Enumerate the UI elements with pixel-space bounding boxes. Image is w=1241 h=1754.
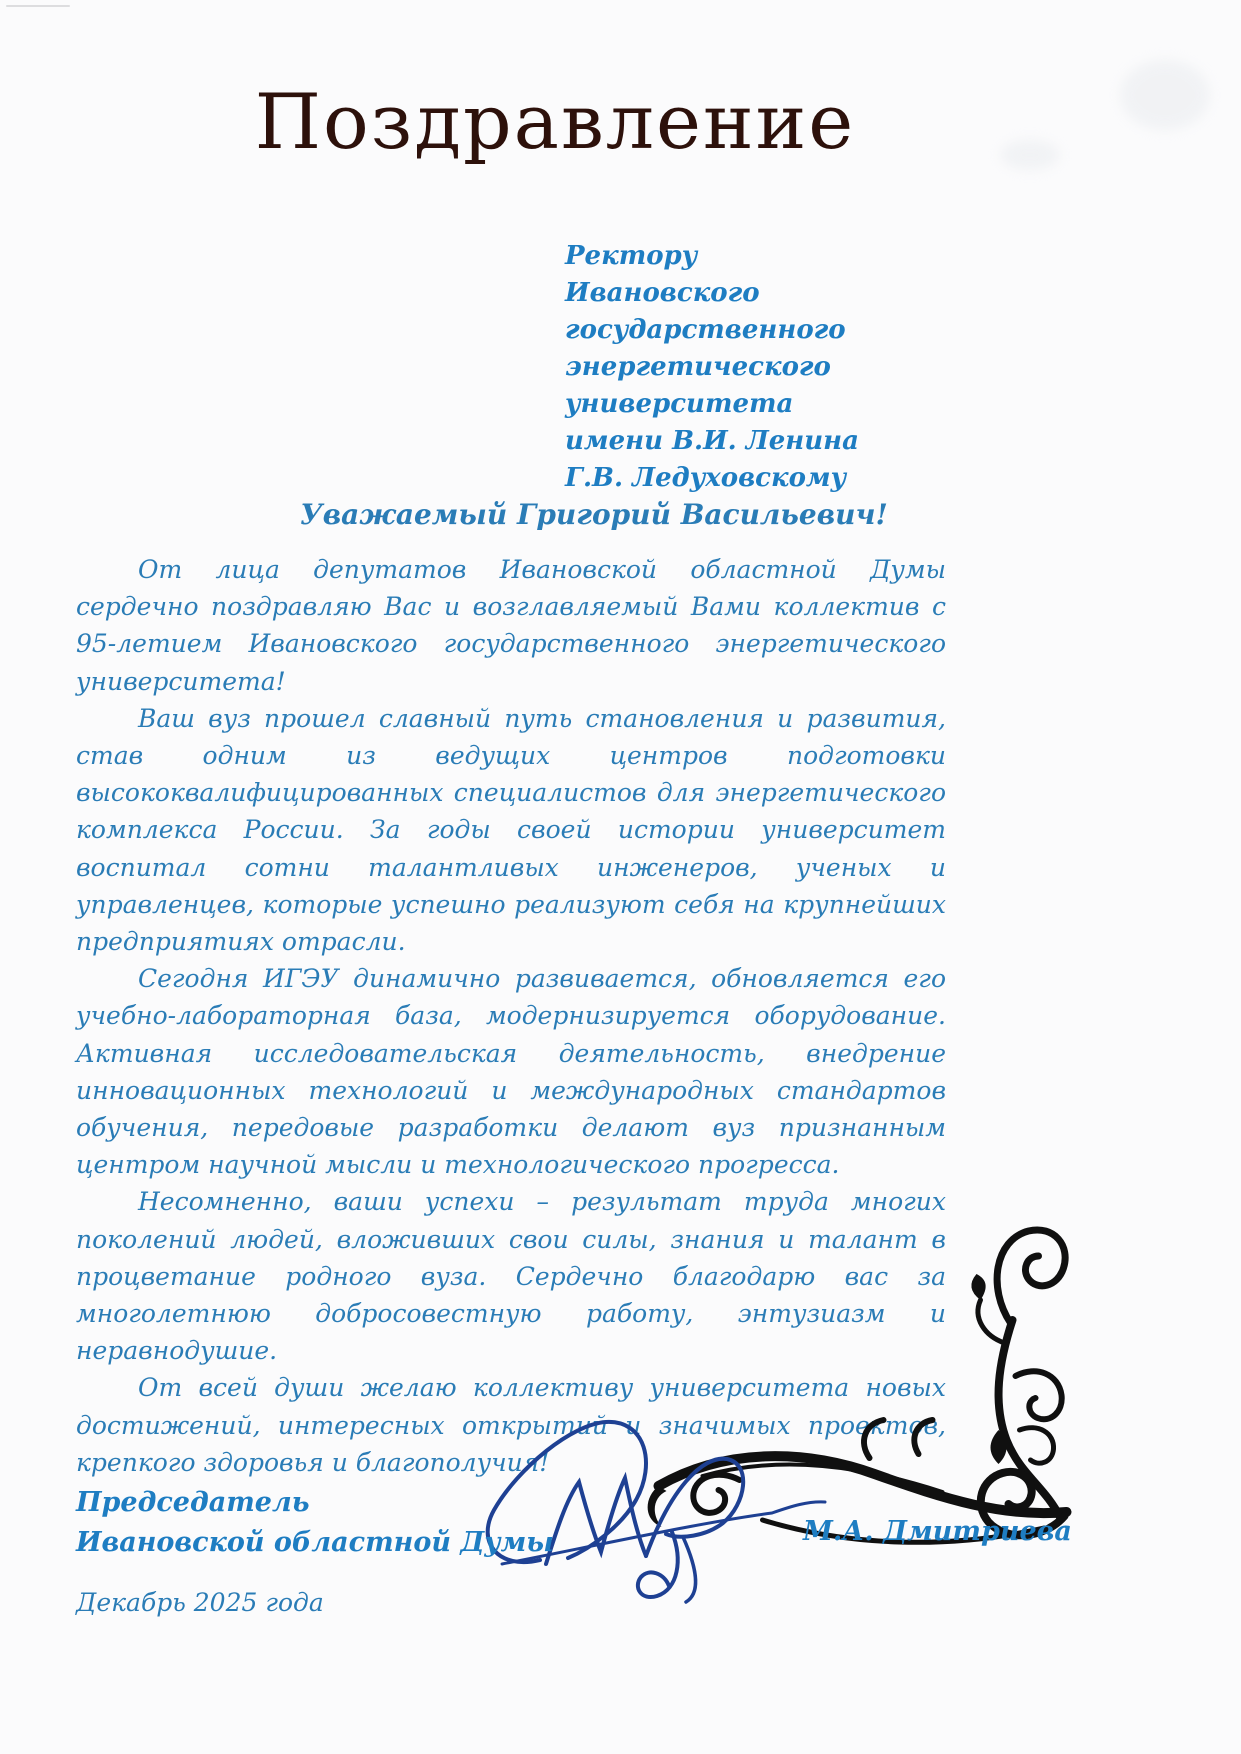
signature-position-line: Ивановской областной Думы xyxy=(76,1527,554,1558)
addressee-line: Ректору xyxy=(565,241,698,271)
signee-name: М.А. Дмитриева xyxy=(803,1516,1072,1547)
signature-position-block xyxy=(76,1483,556,1563)
page-title: Поздравление xyxy=(254,77,856,166)
body-paragraph: Ваш вуз прошел славный путь становления и развития, став одним из ведущих центров подготовки высококвалифицированных специалистов для энергетического комплекса России. За годы своей истории университет воспитал сотни талантливых инженеров, ученых и управленцев, которые успешно реализуют себя на крупнейших предприятиях отрасли. xyxy=(76,703,946,957)
scan-smudge xyxy=(1120,60,1210,130)
body-paragraph: От всей души желаю коллективу университета новых достижений, интересных открытий и значимых проектов, крепкого здоровья и благополучия! xyxy=(76,1373,946,1477)
signature-position-line: Председатель xyxy=(76,1487,310,1518)
body-paragraph: Сегодня ИГЭУ динамично развивается, обновляется его учебно-лабораторная база, модернизируется оборудование. Активная исследовательская деятельность, внедрение инновационных технологий и международных стандартов обучения, передовые разработки делают вуз признанным центром научной мысли и технологического прогресса. xyxy=(76,964,946,1180)
scan-artifact xyxy=(6,5,70,7)
signature-date: Декабрь 2025 года xyxy=(76,1588,324,1617)
addressee-line: энергетического университета xyxy=(565,352,831,419)
body-paragraph: Несомненно, ваши успехи – результат труда многих поколений людей, вложивших свои силы, знания и талант в процветание родного вуза. Сердечно благодарю вас за многолетнюю добросовестную работу, энтузиазм и неравнодушие. xyxy=(76,1187,946,1366)
addressee-line: Г.В. Ледуховскому xyxy=(565,463,847,493)
addressee-line: имени В.И. Ленина xyxy=(565,426,859,456)
scan-smudge xyxy=(1000,140,1060,170)
addressee-block xyxy=(565,238,1035,497)
body-paragraph: От лица депутатов Ивановской областной Думы сердечно поздравляю Вас и возглавляемый Вами коллектив с 95-летием Ивановского государственного энергетического университета! xyxy=(76,555,946,696)
salutation: Уважаемый Григорий Васильевич! xyxy=(300,498,888,531)
addressee-line: Ивановского государственного xyxy=(565,278,846,345)
